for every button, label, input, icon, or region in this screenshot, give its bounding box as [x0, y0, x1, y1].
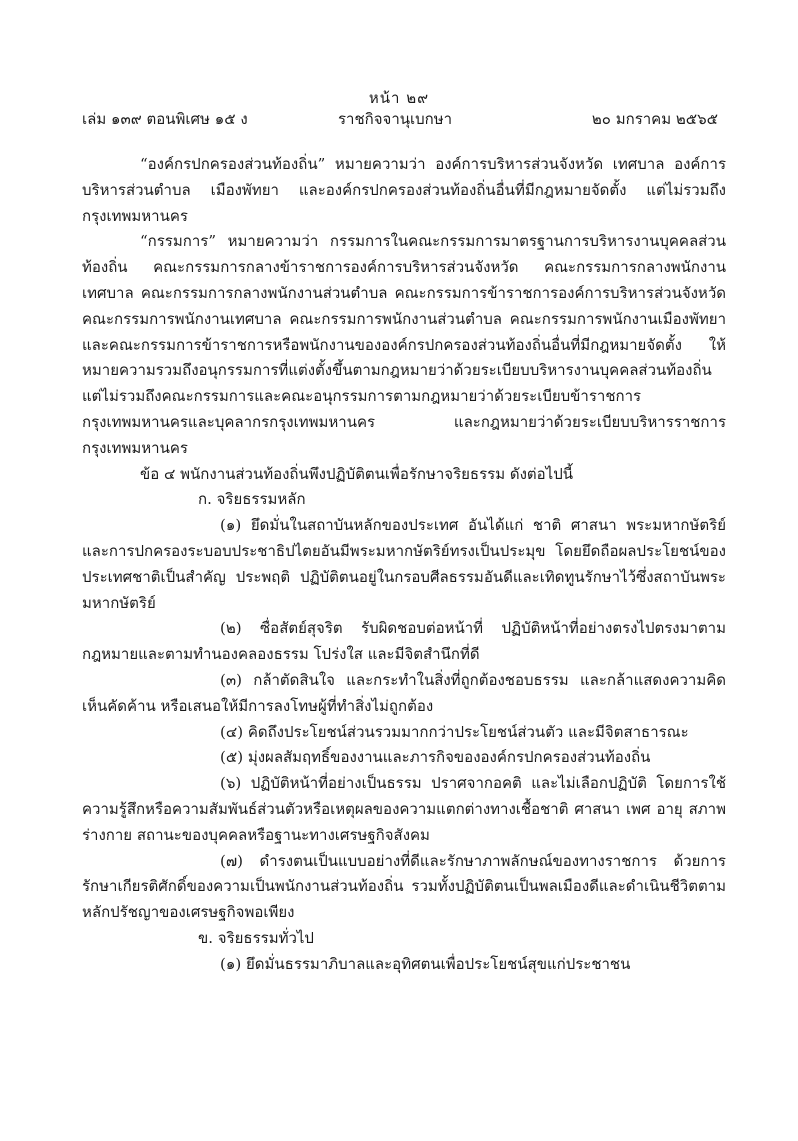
running-header: [82, 107, 718, 129]
core-ethics-item-2: (๒) ซื่อสัตย์สุจริต รับผิดชอบต่อหน้าที่ ปฏิบัติหน้าที่อย่างตรงไปตรงมาตามกฎหมายและตามทำนองคลองธรรม โปร่งใส และมีจิตสำนึกที่ดี: [82, 619, 726, 664]
page-number: หน้า ๒๙: [368, 89, 430, 107]
header-gazette-name: ราชกิจจานุเบกษา: [338, 110, 453, 128]
header-volume: เล่ม ๑๓๙ ตอนพิเศษ ๑๕ ง: [82, 110, 248, 128]
definition-committee: “กรรมการ” หมายความว่า กรรมการในคณะกรรมการมาตรฐานการบริหารงานบุคคลส่วนท้องถิ่น คณะกรรมการกลางข้าราชการองค์การบริหารส่วนจังหวัด คณะกรรมการกลางพนักงานเทศบาล คณะกรรมการกลางพนักงานส่วนตำบล คณะกรรมการข้าราชการองค์การบริหารส่วนจังหวัด คณะกรรมการพนักงานเทศบาล คณะกรรมการพนักงานส่วนตำบล คณะกรรมการพนักงานเมืองพัทยา และคณะกรรมการข้าราชการหรือพนักงานขององค์กรปกครองส่วนท้องถิ่นอื่นที่มีกฎหมายจัดตั้ง ให้หมายความรวมถึงอนุกรรมการที่แต่งตั้งขึ้นตามกฎหมายว่าด้วยระเบียบบริหารงานบุคคลส่วนท้องถิ่น แต่ไม่รวมถึงคณะกรรมการและคณะอนุกรรมการตามกฎหมายว่าด้วยระเบียบข้าราชการกรุงเทพมหานครและบุคลากรกรุงเทพมหานคร และกฎหมายว่าด้วยระเบียบบริหารราชการกรุงเทพมหานคร: [82, 232, 726, 457]
core-ethics-item-6: (๖) ปฏิบัติหน้าที่อย่างเป็นธรรม ปราศจากอคติ และไม่เลือกปฏิบัติ โดยการใช้ความรู้สึกหรือความสัมพันธ์ส่วนตัวหรือเหตุผลของความแตกต่างทางเชื้อชาติ ศาสนา เพศ อายุ สภาพร่างกาย สถานะของบุคคลหรือฐานะทางเศรษฐกิจสังคม: [82, 774, 726, 844]
core-ethics-item-5: (๕) มุ่งผลสัมฤทธิ์ของงานและภารกิจขององค์กรปกครองส่วนท้องถิ่น: [220, 748, 651, 767]
core-ethics-item-7: (๗) ดำรงตนเป็นแบบอย่างที่ดีและรักษาภาพลักษณ์ของทางราชการ ด้วยการรักษาเกียรติศักดิ์ของความเป็นพนักงานส่วนท้องถิ่น รวมทั้งปฏิบัติตนเป็นพลเมืองดีและดำเนินชีวิตตามหลักปรัชญาของเศรษฐกิจพอเพียง: [82, 851, 726, 922]
definition-local-government: “องค์กรปกครองส่วนท้องถิ่น” หมายความว่า องค์การบริหารส่วนจังหวัด เทศบาล องค์การบริหารส่วนตำบล เมืองพัทยา และองค์กรปกครองส่วนท้องถิ่นอื่นที่มีกฎหมายจัดตั้ง แต่ไม่รวมถึงกรุงเทพมหานคร: [82, 155, 726, 225]
core-ethics-item-3: (๓) กล้าตัดสินใจ และกระทำในสิ่งที่ถูกต้องชอบธรรม และกล้าแสดงความคิดเห็นคัดค้าน หรือเสนอให้มีการลงโทษผู้ที่ทำสิ่งไม่ถูกต้อง: [82, 670, 726, 715]
header-date: ๒๐ มกราคม ๒๕๖๕: [591, 110, 718, 128]
clause-4-heading: ข้อ ๔ พนักงานส่วนท้องถิ่นพึงปฏิบัติตนเพื่อรักษาจริยธรรม ดังต่อไปนี้: [140, 464, 573, 483]
section-b-heading: ข. จริยธรรมทั่วไป: [198, 928, 314, 947]
section-a-heading: ก. จริยธรรมหลัก: [198, 490, 306, 509]
general-ethics-item-1: (๑) ยึดมั่นธรรมาภิบาลและอุทิศตนเพื่อประโยชน์สุขแก่ประชาชน: [220, 954, 631, 973]
core-ethics-item-4: (๔) คิดถึงประโยชน์ส่วนรวมมากกว่าประโยชน์ส่วนตัว และมีจิตสาธารณะ: [220, 722, 689, 741]
core-ethics-item-1: (๑) ยึดมั่นในสถาบันหลักของประเทศ อันได้แก่ ชาติ ศาสนา พระมหากษัตริย์และการปกครองระบอบประชาธิปไตยอันมีพระมหากษัตริย์ทรงเป็นประมุข โดยยึดถือผลประโยชน์ของประเทศชาติเป็นสำคัญ ประพฤติ ปฏิบัติตนอยู่ในกรอบศีลธรรมอันดีและเทิดทูนรักษาไว้ซึ่งสถาบันพระมหากษัตริย์: [82, 516, 726, 612]
document-body: [82, 152, 726, 978]
